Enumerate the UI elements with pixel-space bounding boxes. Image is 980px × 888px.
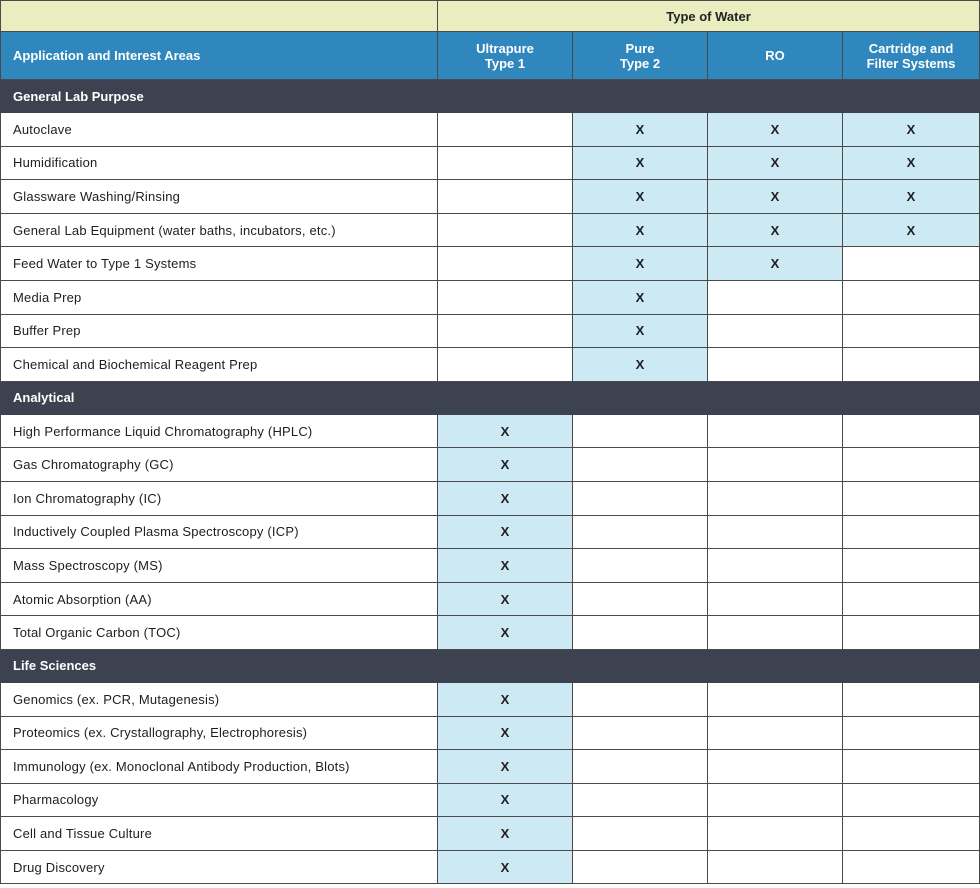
water-type-empty-cell [708,549,843,583]
water-type-check-mark: X [708,213,843,247]
water-type-check-mark: X [708,113,843,147]
table-row [1,247,980,281]
water-type-empty-cell [708,414,843,448]
application-name: Humidification [1,146,438,180]
water-type-empty-cell [708,314,843,348]
table-row [1,783,980,817]
water-type-empty-cell [438,280,573,314]
water-type-empty-cell [708,783,843,817]
table-row [1,213,980,247]
application-name: Atomic Absorption (AA) [1,582,438,616]
application-name: Proteomics (ex. Crystallography, Electrophoresis) [1,716,438,750]
water-type-check-mark: X [708,146,843,180]
application-name: Buffer Prep [1,314,438,348]
water-type-empty-cell [843,783,980,817]
table-row [1,481,980,515]
application-name: Inductively Coupled Plasma Spectroscopy (ICP) [1,515,438,549]
application-name: Immunology (ex. Monoclonal Antibody Production, Blots) [1,750,438,784]
application-name: Feed Water to Type 1 Systems [1,247,438,281]
water-type-empty-cell [708,616,843,650]
application-column-header: Application and Interest Areas [1,32,438,80]
section-title: Life Sciences [1,649,980,682]
type-of-water-heading: Type of Water [438,1,980,32]
water-type-empty-cell [573,682,708,716]
table-row [1,448,980,482]
table-row [1,850,980,884]
water-type-check-mark: X [438,750,573,784]
water-type-empty-cell [708,481,843,515]
column-header-line2: Type 2 [619,55,661,71]
water-type-empty-cell [573,414,708,448]
table-row [1,716,980,750]
water-type-empty-cell [573,582,708,616]
water-type-empty-cell [708,682,843,716]
water-type-check-mark: X [573,247,708,281]
water-type-check-mark: X [843,213,980,247]
water-type-empty-cell [843,750,980,784]
water-type-check-mark: X [438,414,573,448]
water-type-check-mark: X [438,549,573,583]
application-name: Autoclave [1,113,438,147]
water-type-empty-cell [708,817,843,851]
water-type-empty-cell [843,348,980,382]
column-header-line1: RO [765,48,785,63]
water-type-empty-cell [843,716,980,750]
water-type-check-mark: X [438,716,573,750]
water-type-empty-cell [843,515,980,549]
column-header-ro [708,32,843,80]
table-row [1,146,980,180]
column-header-pure [573,32,708,80]
table-row [1,582,980,616]
super-header-row [1,1,980,32]
water-type-empty-cell [573,750,708,784]
water-type-empty-cell [708,448,843,482]
water-type-check-mark: X [438,616,573,650]
table-row [1,515,980,549]
water-type-check-mark: X [438,481,573,515]
application-name: General Lab Equipment (water baths, incubators, etc.) [1,213,438,247]
water-type-check-mark: X [438,817,573,851]
water-type-check-mark: X [573,213,708,247]
water-type-empty-cell [438,213,573,247]
application-name: Gas Chromatography (GC) [1,448,438,482]
water-type-check-mark: X [843,146,980,180]
water-type-check-mark: X [438,515,573,549]
water-type-check-mark: X [573,348,708,382]
water-type-empty-cell [438,113,573,147]
column-header-row [1,32,980,80]
table-row [1,817,980,851]
water-type-empty-cell [708,515,843,549]
table-row [1,414,980,448]
application-name: Media Prep [1,280,438,314]
water-type-check-mark: X [438,448,573,482]
water-type-empty-cell [843,314,980,348]
column-header-line1: Ultrapure [476,40,534,56]
water-type-check-mark: X [843,180,980,214]
table-row [1,750,980,784]
table-row [1,280,980,314]
water-type-empty-cell [573,448,708,482]
application-name: High Performance Liquid Chromatography (HPLC) [1,414,438,448]
column-header-line2: Filter Systems [866,55,956,71]
application-name: Mass Spectroscopy (MS) [1,549,438,583]
water-type-empty-cell [708,850,843,884]
water-type-check-mark: X [573,180,708,214]
water-type-empty-cell [573,481,708,515]
column-header-line1: Pure [625,40,655,56]
water-type-empty-cell [438,247,573,281]
application-name: Ion Chromatography (IC) [1,481,438,515]
water-type-check-mark: X [438,582,573,616]
table-row [1,113,980,147]
water-type-empty-cell [843,247,980,281]
table-row [1,180,980,214]
water-type-empty-cell [708,348,843,382]
water-type-check-mark: X [438,783,573,817]
column-header-ultrapure [438,32,573,80]
water-type-empty-cell [708,716,843,750]
water-type-check-mark: X [438,682,573,716]
water-type-empty-cell [843,582,980,616]
water-type-empty-cell [438,314,573,348]
water-type-empty-cell [843,817,980,851]
table-body [1,80,980,884]
water-type-empty-cell [573,549,708,583]
water-type-check-mark: X [708,247,843,281]
water-type-empty-cell [438,348,573,382]
table-row [1,314,980,348]
water-type-empty-cell [843,682,980,716]
application-name: Total Organic Carbon (TOC) [1,616,438,650]
column-header-line2: Type 1 [484,55,526,71]
table-row [1,549,980,583]
application-name: Glassware Washing/Rinsing [1,180,438,214]
water-type-empty-cell [708,582,843,616]
water-type-check-mark: X [573,113,708,147]
water-type-check-mark: X [573,280,708,314]
application-name: Cell and Tissue Culture [1,817,438,851]
section-title: Analytical [1,381,980,414]
section-row [1,381,980,414]
water-type-empty-cell [843,448,980,482]
water-type-check-mark: X [573,146,708,180]
application-name: Drug Discovery [1,850,438,884]
water-type-empty-cell [573,817,708,851]
application-name: Genomics (ex. PCR, Mutagenesis) [1,682,438,716]
column-header-line1: Cartridge and [868,40,954,56]
water-type-empty-cell [438,180,573,214]
water-type-empty-cell [843,549,980,583]
water-type-empty-cell [843,414,980,448]
water-type-check-mark: X [843,113,980,147]
water-type-empty-cell [708,280,843,314]
table-row [1,682,980,716]
table-row [1,348,980,382]
water-type-check-mark: X [438,850,573,884]
water-type-empty-cell [573,515,708,549]
section-title: General Lab Purpose [1,80,980,113]
water-type-check-mark: X [573,314,708,348]
section-row [1,649,980,682]
application-name: Pharmacology [1,783,438,817]
water-type-empty-cell [573,783,708,817]
water-type-empty-cell [438,146,573,180]
water-type-check-mark: X [708,180,843,214]
column-header-cartridge [843,32,980,80]
water-type-empty-cell [843,481,980,515]
water-type-empty-cell [843,616,980,650]
water-type-empty-cell [708,750,843,784]
super-header-blank [1,1,438,32]
water-type-empty-cell [573,616,708,650]
water-type-empty-cell [573,850,708,884]
water-type-empty-cell [573,716,708,750]
water-type-empty-cell [843,850,980,884]
section-row [1,80,980,113]
water-type-empty-cell [843,280,980,314]
table-row [1,616,980,650]
application-name: Chemical and Biochemical Reagent Prep [1,348,438,382]
